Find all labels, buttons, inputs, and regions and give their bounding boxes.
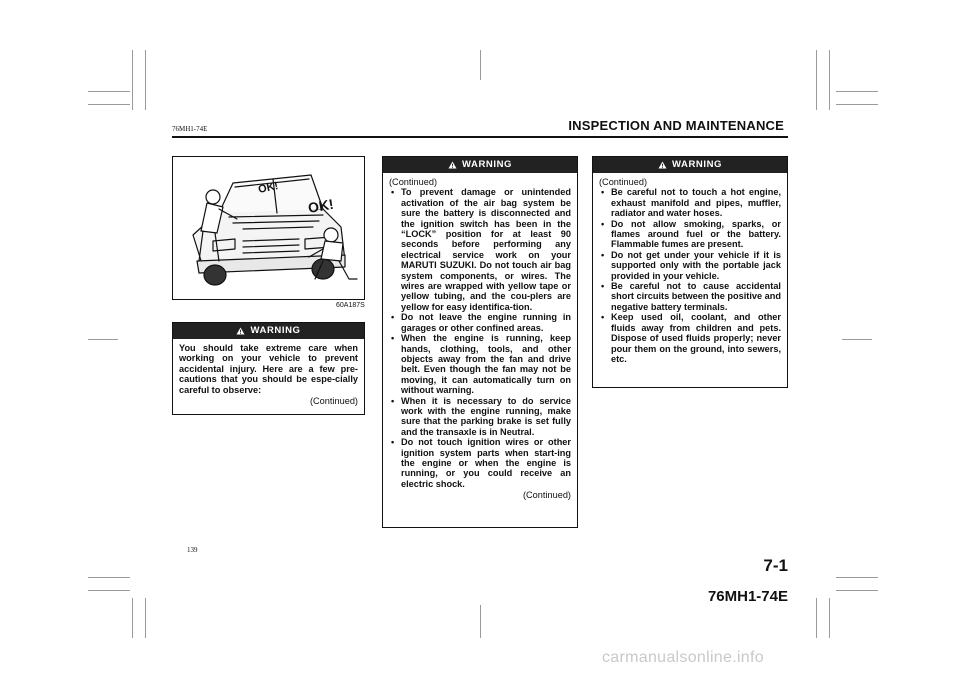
mechanics-illustration [172,156,365,300]
list-item: • Do not get under your vehicle if it is supported only with the portable jack provided in your vehicle. [599,250,781,281]
warning-box-3 [592,156,788,388]
list-item: • When it is necessary to do service work with the engine running, make sure that the parking brake is set fully and the transaxle is in Neutral. [389,396,571,438]
continued-from-3: (Continued) [599,177,648,187]
warning-triangle-icon [236,327,245,335]
header-doc-code: 76MH1-74E [172,125,208,133]
list-item: • To prevent damage or unintended activation of the air bag system be sure the battery is disconnected and the ignition switch has been in the “LOCK” position for at least 90 seconds before performing any electrical service work on your MARUTI SUZUKI. Do not touch air bag system components, or wires. The wires are wrapped with yellow tape or yellow tubing, and the cou-plers are yellow for easy identifica-tion. [389,187,571,312]
page-number-small: 139 [187,546,198,554]
warning-box-1 [172,322,365,415]
footer-doc-code: 76MH1-74E [707,588,788,605]
ok-caption-2: OK! [306,195,335,216]
ok-caption-1: OK! [257,180,280,196]
warning-list-3 [599,187,781,364]
warning-header-1 [173,323,364,339]
watermark: carmanualsonline.info [602,649,764,666]
continued-label-1: (Continued) [309,396,358,407]
warning-triangle-icon [448,161,457,169]
list-item: • When the engine is running, keep hands, clothing, tools, and other objects away from the fan and drive belt. Even though the fan may not be moving, it can automatically turn on without warning. [389,333,571,395]
warning-box-2 [382,156,578,528]
list-item: • Do not allow smoking, sparks, or flames around fuel or the battery. Flammable fumes are present. [599,219,781,250]
warning-list-2 [389,187,571,489]
list-item: • Be careful not to touch a hot engine, exhaust manifold and pipes, muffler, radiator and water hoses. [599,187,781,218]
list-item: • Be careful not to cause accidental short circuits between the positive and negative battery terminals. [599,281,781,312]
page-number: 7-1 [763,556,788,575]
warning-title-1: WARNING [250,325,301,336]
list-item: • Keep used oil, coolant, and other fluids away from children and pets. Dispose of used fluids properly; never pour them on the ground, into sewers, etc. [599,312,781,364]
list-item: • Do not leave the engine running in garages or other confined areas. [389,312,571,333]
continued-from-2: (Continued) [389,177,438,187]
section-title: INSPECTION AND MAINTENANCE [568,118,784,133]
warning-header-2 [383,157,577,173]
list-item: • Do not touch ignition wires or other ignition system parts when start-ing the engine or when the engine is running, or you could receive an electric shock. [389,437,571,489]
continued-label-2: (Continued) [522,490,571,501]
header-rule [172,136,788,138]
figure-code: 60A187S [336,302,365,309]
warning-title-2: WARNING [461,159,513,170]
warning-title-3: WARNING [671,159,723,170]
warning-text-1: You should take extreme care when working on your vehicle to prevent accidental injury. Here are a few pre-cautions that you should be espe-cially careful to observe: [179,343,358,395]
warning-triangle-icon [658,161,667,169]
warning-header-3 [593,157,787,173]
